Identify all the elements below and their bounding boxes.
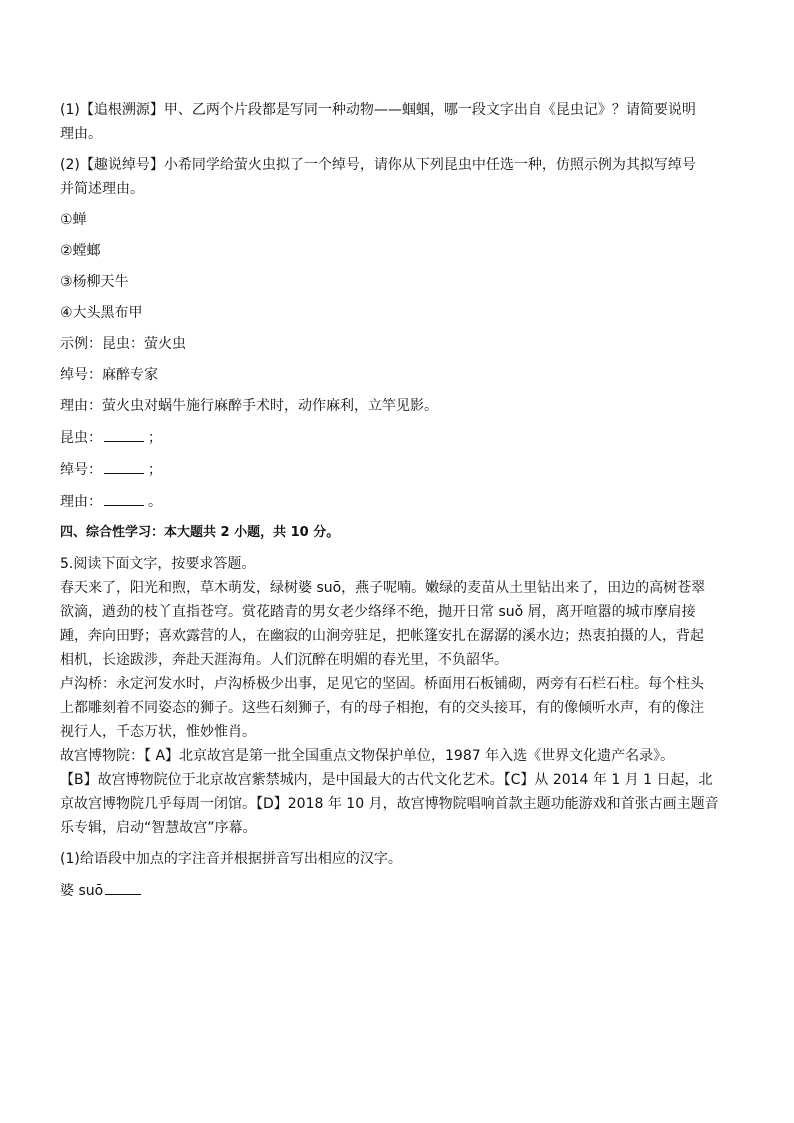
option-1: ①蝉: [60, 212, 87, 228]
para3-line4: 乐专辑，启动“智慧故宫”序幕。: [60, 820, 257, 836]
sub1-fill: [60, 880, 740, 901]
document-content: [60, 100, 740, 901]
para3-line3: 京故宫博物院几乎每周一闭馆。【D】2018 年 10 月，故宫博物院唱响首款主题功能游戏和首张古画主题音: [60, 796, 719, 812]
answer-blank[interactable]: [104, 427, 144, 442]
fill-nickname: [60, 459, 740, 480]
option-2: ②螳螂: [60, 243, 101, 259]
para2-line2: 上都雕刻着不同姿态的狮子。这些石刻狮子，有的母子相抱，有的交头接耳，有的像倾听水声，有的像注: [60, 700, 704, 716]
para1-line3: 踵，奔向田野；喜欢露营的人，在幽寂的山涧旁驻足，把帐篷安扎在潺潺的溪水边；热衷拍摄的人，背起: [60, 628, 704, 644]
option-3: ③杨柳天牛: [60, 274, 129, 290]
para1-line2: 欲滴，遒劲的枝丫直指苍穹。赏花踏青的男女老少络绎不绝，抛开日常 suǒ 屑，离开喧嚣的城市摩肩接: [60, 604, 696, 620]
q2-line2: 并简述理由。: [60, 181, 144, 197]
q1-line1: (1)【追根溯源】甲、乙两个片段都是写同一种动物——蝈蝈，哪一段文字出自《昆虫记》？请简要说明: [60, 102, 696, 118]
q2-line1: (2)【趣说绰号】小希同学给萤火虫拟了一个绰号，请你从下列昆虫中任选一种，仿照示例为其拟写绰号: [60, 157, 696, 173]
fill-reason-end: 。: [148, 494, 162, 510]
fill-insect: [60, 427, 740, 448]
q1-line2: 理由。: [60, 126, 102, 142]
question-5: 5.阅读下面文字，按要求答题。: [60, 556, 256, 572]
sub1-fill-label: 婆 suō: [60, 883, 104, 899]
fill-insect-label: 昆虫：: [60, 430, 102, 446]
answer-blank[interactable]: [104, 459, 144, 474]
option-4: ④大头黑布甲: [60, 305, 143, 321]
sub-question-1: (1)给语段中加点的字注音并根据拼音写出相应的汉字。: [60, 851, 402, 867]
para2-line3: 视行人，千态万状，惟妙惟肖。: [60, 724, 256, 740]
para1-line4: 相机，长途跋涉，奔赴天涯海角。人们沉醉在明媚的春光里，不负韶华。: [60, 652, 508, 668]
answer-blank[interactable]: [104, 491, 144, 506]
fill-nickname-label: 绰号：: [60, 462, 102, 478]
fill-reason: [60, 491, 740, 512]
example-nickname: 绰号：麻醉专家: [60, 367, 158, 383]
fill-insect-end: ；: [148, 430, 162, 446]
para3-line2: 【B】故宫博物院位于北京故宫紫禁城内，是中国最大的古代文化艺术。【C】从 2014 年 1 月 1 日起，北: [60, 772, 713, 788]
example-insect: 示例：昆虫：萤火虫: [60, 336, 186, 352]
answer-blank[interactable]: [105, 880, 141, 895]
fill-reason-label: 理由：: [60, 494, 102, 510]
para1-line1: 春天来了，阳光和煦，草木萌发，绿树婆 suō，燕子呢喃。嫩绿的麦苗从土里钻出来了，田边的高树苍翠: [60, 580, 706, 596]
para3-line1: 故宫博物院：【 A】北京故宫是第一批全国重点文物保护单位，1987 年入选《世界文化遗产名录》。: [60, 748, 675, 764]
para2-line1: 卢沟桥：永定河发水时，卢沟桥极少出事，足见它的坚固。桥面用石板铺砌，两旁有石栏石柱。每个柱头: [60, 676, 704, 692]
fill-nickname-end: ；: [148, 462, 162, 478]
example-reason: 理由：萤火虫对蜗牛施行麻醉手术时，动作麻利，立竿见影。: [60, 398, 438, 414]
section-heading: 四、综合性学习：本大题共 2 小题，共 10 分。: [60, 525, 340, 540]
